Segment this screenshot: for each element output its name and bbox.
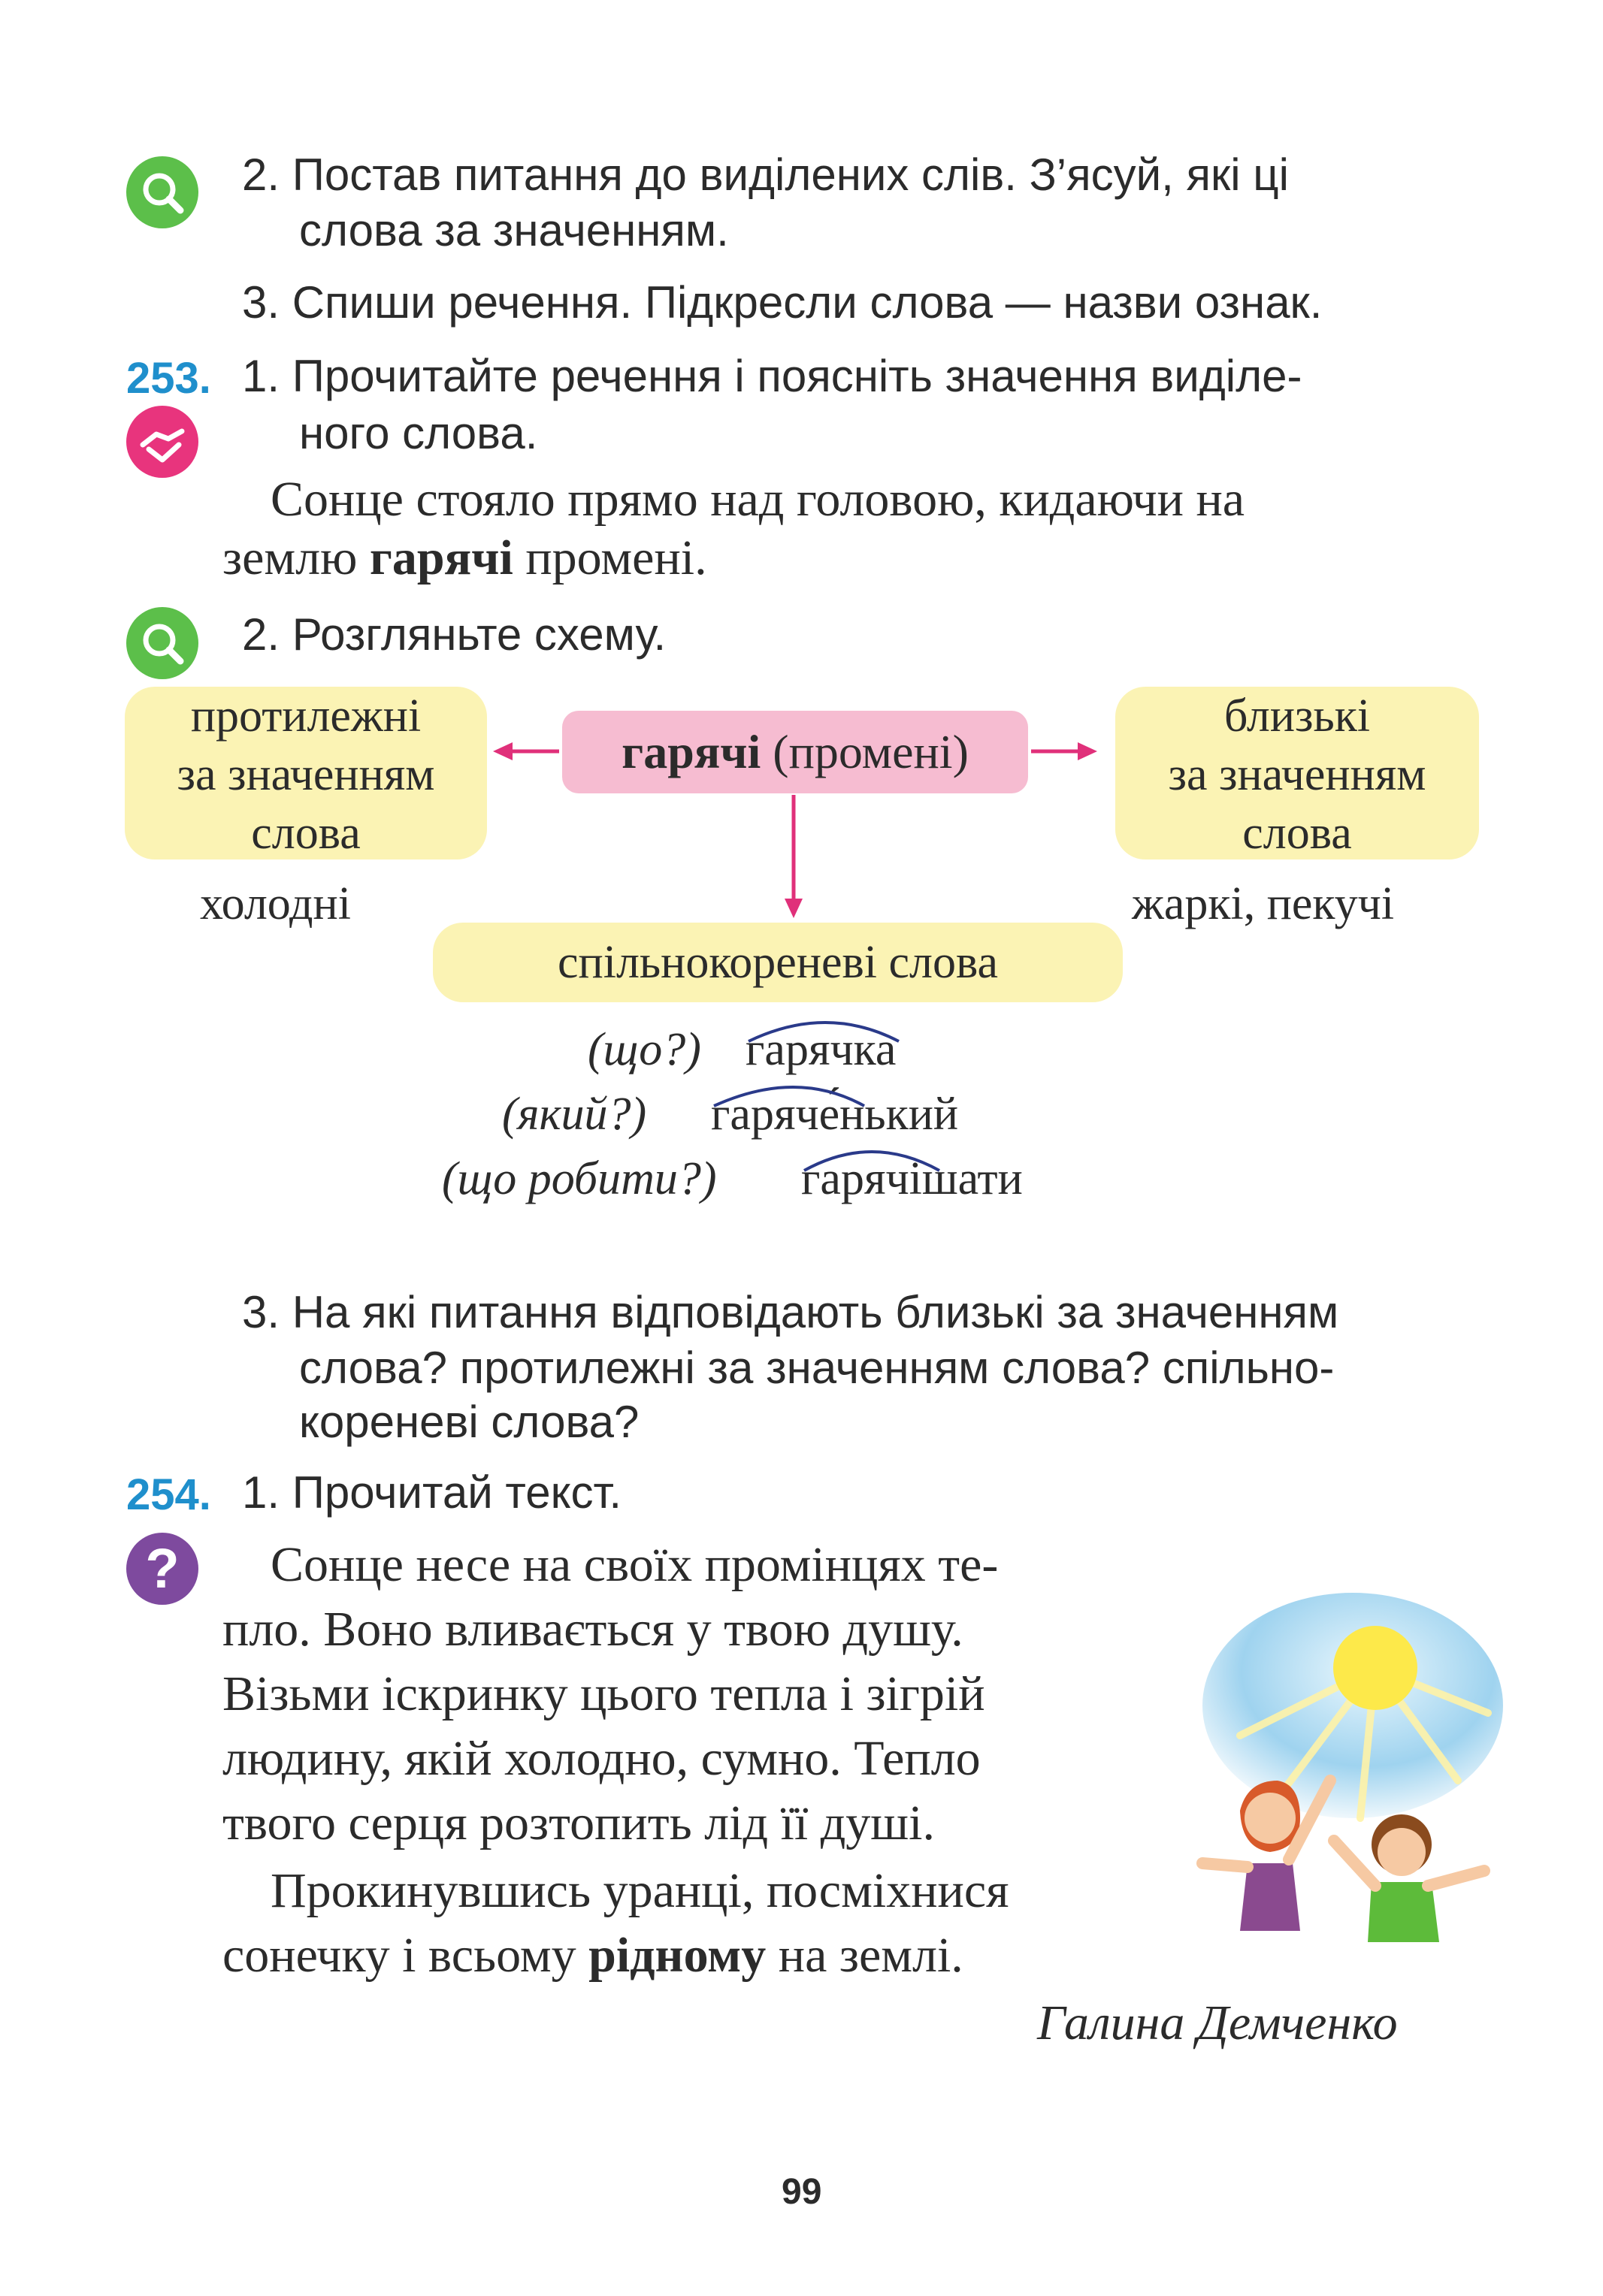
highlighted-word: гарячі: [369, 530, 513, 585]
ex253-sentence-line-a: Сонце стояло прямо над головою, кидаючи на: [271, 472, 1245, 527]
text-p2-line-1: Прокинувшись уранці, посміхнися: [271, 1863, 1009, 1918]
sun-children-illustration: [1187, 1593, 1511, 1946]
text-p2-line-2: сонечку і всьому рідному на землі.: [222, 1928, 963, 1983]
page-number: 99: [782, 2172, 822, 2212]
exercise-254-number: 254.: [126, 1470, 211, 1519]
cognate-word-3: гарячішати: [801, 1153, 1023, 1204]
task-2-line-b: слова за значенням.: [299, 205, 729, 255]
task-2-line-a: 2. Постав питання до виділених слів. З’ясуй, які ці: [242, 150, 1289, 200]
ex253-task-3-line-b: слова? протилежні за значенням слова? спільно-: [299, 1343, 1335, 1393]
ex254-task-1: 1. Прочитай текст.: [242, 1467, 622, 1518]
cognates-box: спільнокореневі слова: [433, 923, 1123, 1002]
cognate-word-1: гарячка: [746, 1024, 897, 1075]
ex253-task-3-line-c: кореневі слова?: [299, 1397, 640, 1447]
antonym-word: холодні: [200, 878, 351, 929]
author: Галина Демченко: [1037, 1995, 1398, 2050]
ex253-task-1-line-b: ного слова.: [299, 408, 538, 458]
ex253-task-1-line-a: 1. Прочитайте речення і поясніть значення виділе-: [242, 351, 1302, 401]
task-3: 3. Спиши речення. Підкресли слова — назви ознак.: [242, 277, 1323, 328]
text-line-5: твого серця розтопить лід її душі.: [222, 1796, 935, 1850]
sun-icon: [1333, 1626, 1417, 1710]
synonym-words: жаркі, пекучі: [1132, 878, 1395, 929]
cognate-question-1: (що?): [588, 1024, 701, 1075]
ex253-sentence-line-b: землю гарячі промені.: [222, 530, 707, 585]
cognate-word-2: гаряче́нький: [711, 1089, 959, 1140]
ex253-task-2: 2. Розгляньте схему.: [242, 609, 667, 660]
text-line-1: Сонце несе на своїх промінцях те-: [271, 1537, 999, 1592]
highlighted-word: рідному: [588, 1928, 767, 1983]
antonyms-box: протилежні за значенням слова: [125, 687, 487, 859]
cognate-question-3: (що робити?): [442, 1153, 717, 1204]
text-line-3: Візьми іскринку цього тепла і зігрій: [222, 1666, 985, 1721]
ex253-task-3-line-a: 3. На які питання відповідають близькі за значенням: [242, 1287, 1339, 1337]
question-icon: ?: [126, 1533, 198, 1605]
center-word-box: гарячі (промені): [562, 711, 1028, 793]
text-line-2: пло. Воно вливається у твою душу.: [222, 1602, 963, 1657]
cognate-question-2: (який?): [502, 1089, 647, 1140]
exercise-253-number: 253.: [126, 354, 211, 403]
text-line-4: людину, якій холодно, сумно. Тепло: [222, 1731, 981, 1786]
synonyms-box: близькі за значенням слова: [1115, 687, 1479, 859]
